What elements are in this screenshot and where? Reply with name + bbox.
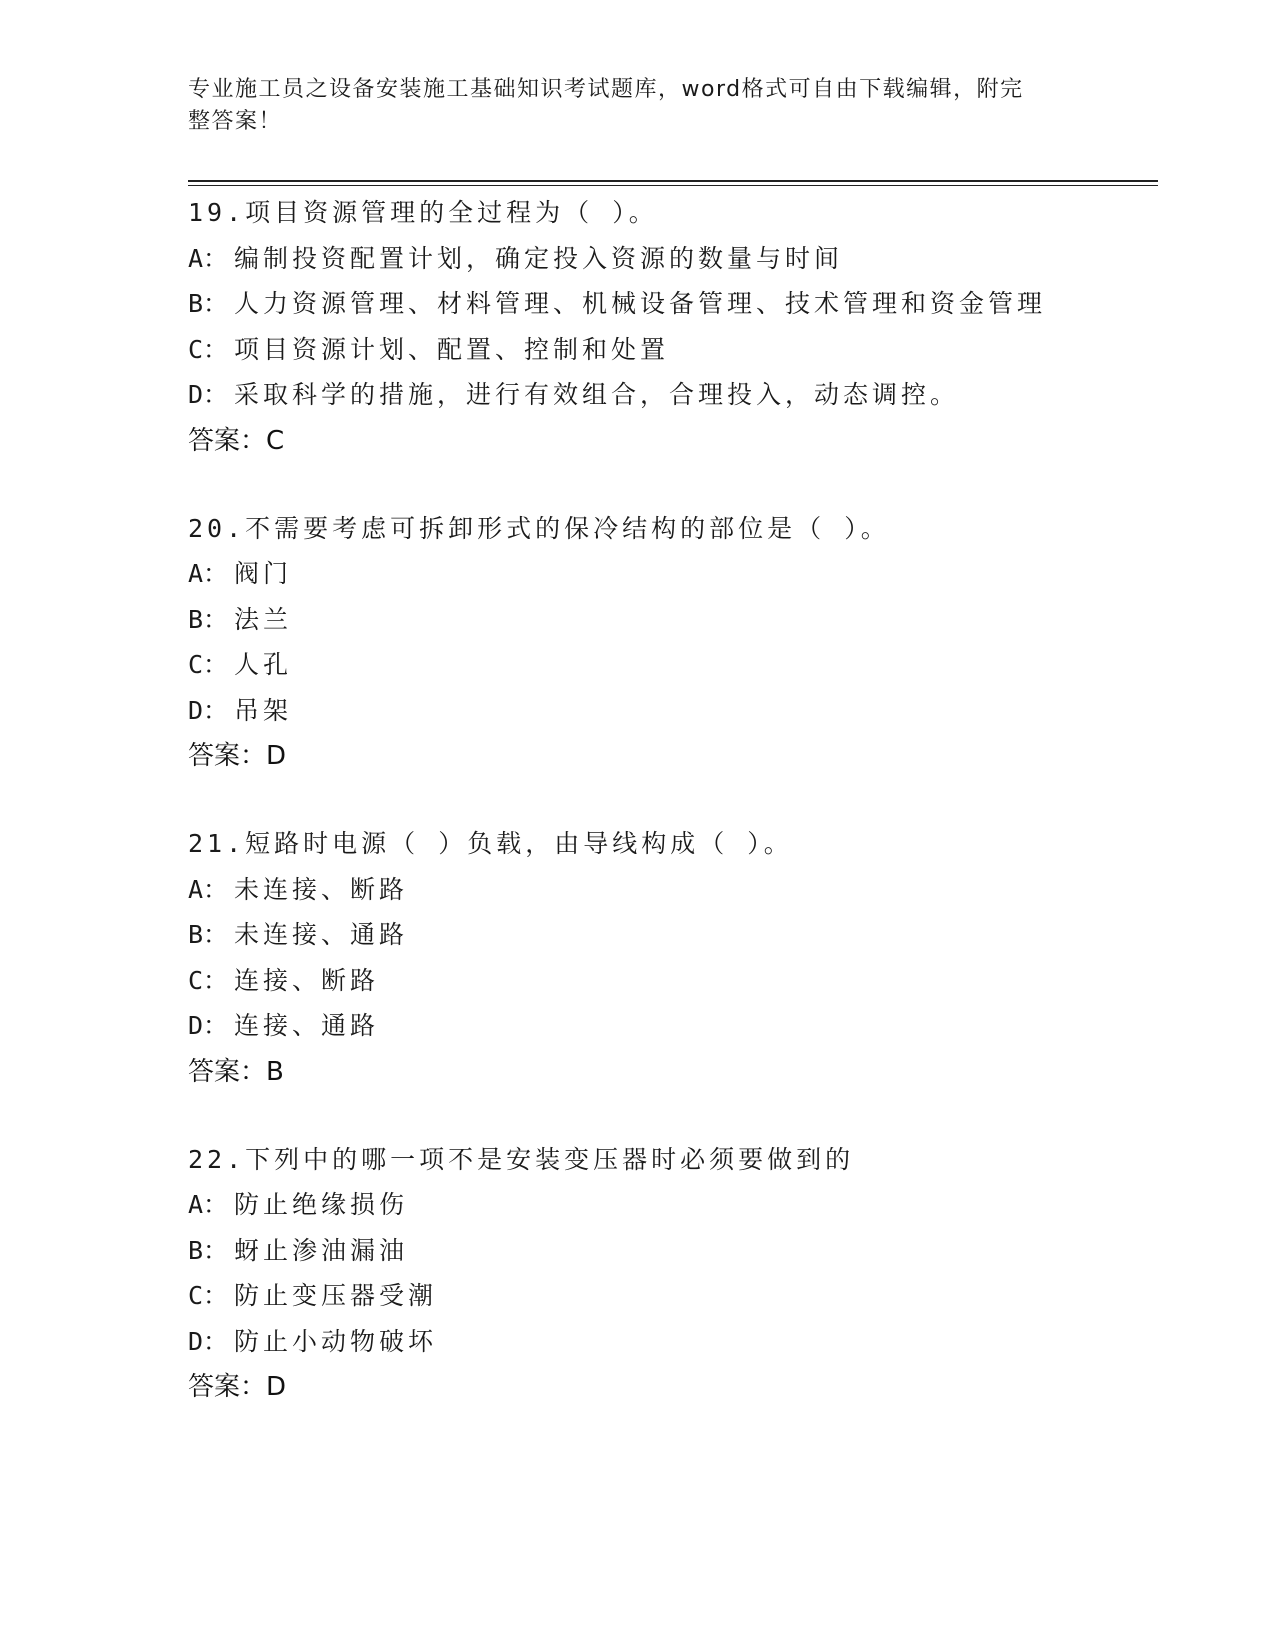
option-text: 蚜止渗油漏油 — [234, 1235, 409, 1265]
answer-line: 答案：D — [188, 741, 287, 771]
document-header — [188, 74, 1068, 138]
option-text: 法兰 — [234, 604, 293, 634]
header-line-1: 专业施工员之设备安装施工基础知识考试题库，word格式可自由下载编辑，附完 — [188, 77, 1024, 102]
question-21 — [188, 821, 1188, 1095]
option-text: 未连接、通路 — [234, 920, 409, 949]
question-stem: 22.下列中的哪一项不是安装变压器时必须要做到的 — [188, 1144, 855, 1174]
option-label: D： — [188, 1326, 229, 1356]
option-text: 防止绝缘损伤 — [234, 1190, 409, 1219]
option-text: 采取科学的措施，进行有效组合，合理投入，动态调控。 — [234, 380, 960, 409]
option-label: A： — [188, 1190, 229, 1219]
option-text: 防止小动物破坏 — [234, 1326, 438, 1356]
option-b — [188, 912, 1188, 958]
option-b — [188, 1228, 1188, 1274]
option-label: A： — [188, 559, 229, 588]
option-label: C： — [188, 334, 229, 364]
question-19 — [188, 190, 1188, 464]
option-label: B： — [188, 1235, 229, 1265]
option-c — [188, 642, 1188, 688]
option-text: 连接、断路 — [234, 965, 380, 995]
option-d — [188, 688, 1188, 734]
option-text: 项目资源计划、配置、控制和处置 — [234, 334, 670, 364]
header-line-2: 整答案！ — [188, 109, 283, 134]
answer-line: 答案：B — [188, 1056, 284, 1087]
option-label: D： — [188, 1011, 229, 1040]
option-text: 未连接、断路 — [234, 874, 409, 904]
question-stem: 21.短路时电源（ ）负载，由导线构成（ ）。 — [188, 829, 793, 858]
answer-line: 答案：D — [188, 1372, 287, 1402]
option-label: B： — [188, 920, 229, 949]
option-text: 阀门 — [234, 559, 293, 588]
answer-line: 答案：C — [188, 425, 285, 456]
option-text: 人孔 — [234, 650, 293, 679]
question-stem: 20.不需要考虑可拆卸形式的保冷结构的部位是（ ）。 — [188, 513, 890, 543]
option-text: 人力资源管理、材料管理、机械设备管理、技术管理和资金管理 — [234, 289, 1047, 318]
question-20 — [188, 506, 1188, 780]
option-c — [188, 958, 1188, 1004]
option-text: 编制投资配置计划，确定投入资源的数量与时间 — [234, 243, 844, 273]
option-label: C： — [188, 965, 229, 995]
option-d — [188, 1003, 1188, 1049]
option-b — [188, 281, 1188, 327]
option-d — [188, 1319, 1188, 1365]
option-text: 吊架 — [234, 695, 293, 725]
header-divider-thick — [188, 180, 1158, 182]
option-label: C： — [188, 650, 229, 679]
option-d — [188, 372, 1188, 418]
option-a — [188, 236, 1188, 282]
option-label: A： — [188, 243, 229, 273]
option-label: D： — [188, 380, 229, 409]
question-22 — [188, 1137, 1188, 1411]
option-b — [188, 597, 1188, 643]
option-a — [188, 551, 1188, 597]
option-label: B： — [188, 289, 229, 318]
option-a — [188, 867, 1188, 913]
header-divider-thin — [188, 185, 1158, 186]
question-list — [188, 190, 1188, 1452]
option-text: 连接、通路 — [234, 1011, 380, 1040]
option-c — [188, 1273, 1188, 1319]
option-label: A： — [188, 874, 229, 904]
option-label: B： — [188, 604, 229, 634]
option-label: D： — [188, 695, 229, 725]
question-stem: 19.项目资源管理的全过程为（ ）。 — [188, 198, 658, 227]
option-a — [188, 1182, 1188, 1228]
option-c — [188, 327, 1188, 373]
option-label: C： — [188, 1281, 229, 1310]
option-text: 防止变压器受潮 — [234, 1281, 438, 1310]
